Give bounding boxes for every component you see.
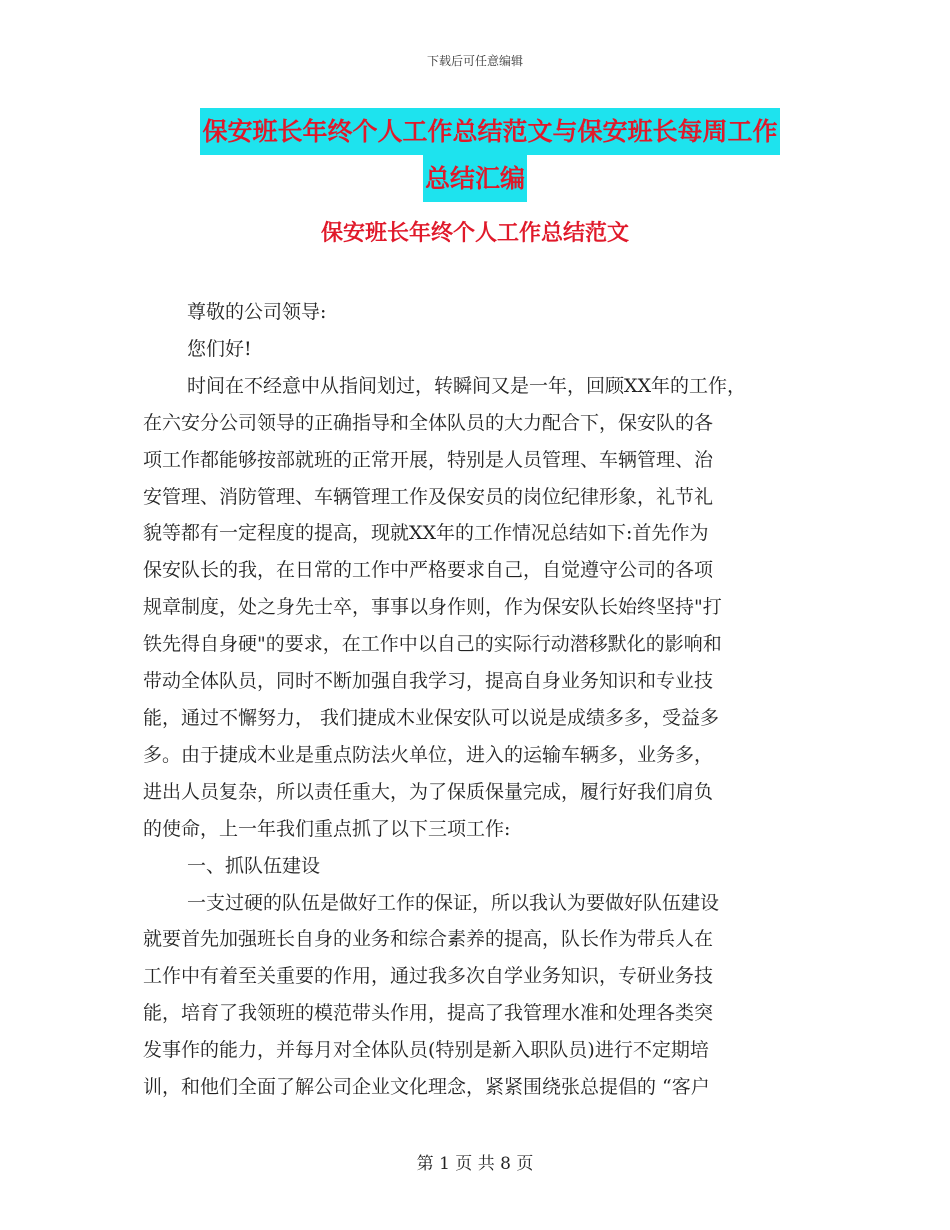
body-line: 在六安分公司领导的正确指导和全体队员的大力配合下，保安队的各 <box>143 411 714 434</box>
body-line: 多。由于捷成木业是重点防法火单位，进入的运输车辆多，业务多， <box>143 743 714 766</box>
page-header-note: 下载后可任意编辑 <box>426 54 523 68</box>
document-title <box>0 108 950 202</box>
body-line: 的使命，上一年我们重点抓了以下三项工作: <box>143 817 511 840</box>
body-line: 项工作都能够按部就班的正常开展，特别是人员管理、车辆管理、治 <box>143 448 714 471</box>
body-line: 能，培育了我领班的模范带头作用，提高了我管理水准和处理各类突 <box>143 1002 714 1025</box>
body-line: 貌等都有一定程度的提高，现就XX年的工作情况总结如下:首先作为 <box>143 522 709 545</box>
body-line: 就要首先加强班长自身的业务和综合素养的提高，队长作为带兵人在 <box>143 928 714 951</box>
body-line: 时间在不经意中从指间划过，转瞬间又是一年，回顾XX年的工作， <box>187 374 747 397</box>
body-line: 能，通过不懈努力， 我们捷成木业保安队可以说是成绩多多，受益多 <box>143 706 720 729</box>
section-title: 保安班长年终个人工作总结范文 <box>320 221 629 246</box>
body-line: 保安队长的我，在日常的工作中严格要求自己，自觉遵守公司的各项 <box>143 559 714 582</box>
page-number: 第 1 页 共 8 页 <box>416 1154 534 1174</box>
body-line: 工作中有着至关重要的作用，通过我多次自学业务知识，专研业务技 <box>143 965 714 988</box>
document-title-line-1: 保安班长年终个人工作总结范文与保安班长每周工作 <box>200 108 779 155</box>
greeting: 您们好! <box>187 337 252 360</box>
body-line: 规章制度，处之身先士卒，事事以身作则，作为保安队长始终坚持"打 <box>143 596 722 619</box>
document-title-line-2: 总结汇编 <box>423 155 527 202</box>
body-line: 安管理、消防管理、车辆管理工作及保安员的岗位纪律形象，礼节礼 <box>143 485 714 508</box>
body-line: 铁先得自身硬"的要求，在工作中以自己的实际行动潜移默化的影响和 <box>143 633 722 656</box>
body-line: 发事作的能力，并每月对全体队员(特别是新入职队员)进行不定期培 <box>143 1039 709 1062</box>
salutation: 尊敬的公司领导: <box>187 301 327 323</box>
body-line: 训，和他们全面了解公司企业文化理念，紧紧围绕张总提倡的 “客户 <box>143 1076 710 1099</box>
subheading: 一、抓队伍建设 <box>187 854 321 877</box>
body-line: 带动全体队员，同时不断加强自我学习，提高自身业务知识和专业技 <box>143 670 714 693</box>
body-line: 进出人员复杂，所以责任重大，为了保质保量完成，履行好我们肩负 <box>143 780 714 803</box>
document-body <box>143 294 823 1106</box>
body-line: 一支过硬的队伍是做好工作的保证，所以我认为要做好队伍建设 <box>187 891 720 914</box>
